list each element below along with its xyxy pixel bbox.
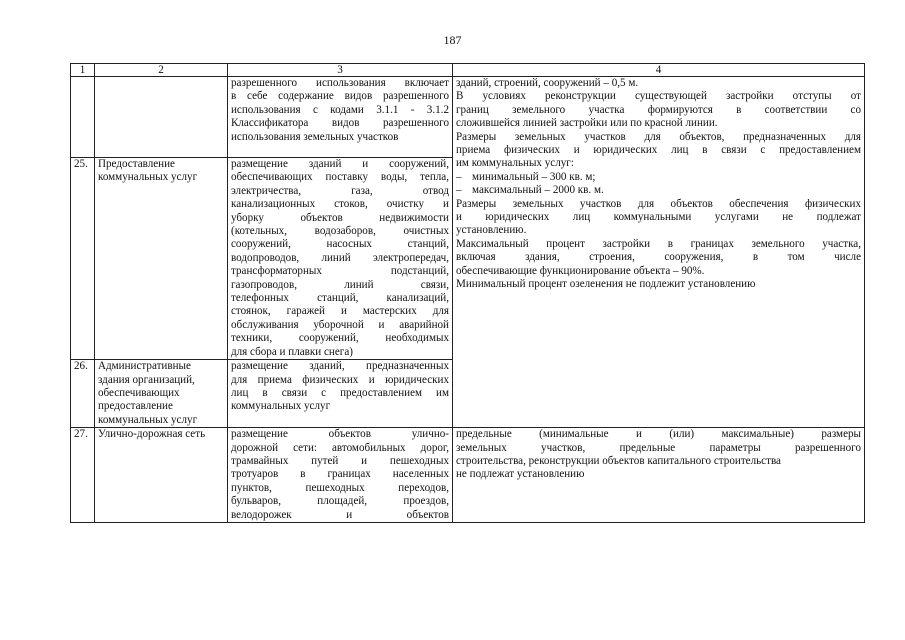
description-line: канализационных стоков, очистку и (231, 198, 449, 211)
row-description-cell (228, 360, 453, 428)
description-line: обеспечивающих поставку воды, тепла, (231, 171, 449, 184)
row-name-line: Предоставление (98, 158, 175, 170)
description-line: телефонных станций, канализаций, (231, 292, 449, 305)
description-line: (котельных, водозаборов, очистных (231, 225, 449, 238)
description-line: лиц в связи с предоставлением им (231, 386, 449, 399)
column-number-1: 1 (71, 64, 95, 77)
parameters-cell (453, 77, 865, 428)
description-line: стоянок, гаражей и мастерских для (231, 305, 449, 318)
table-row-27 (71, 428, 865, 523)
column-number-3: 3 (228, 64, 453, 77)
row-name-line: Административные (98, 360, 191, 373)
row-name-cell (95, 360, 228, 428)
row-name-line: здания организаций, (98, 373, 195, 386)
parameters-line: обеспечивающие функционирование объекта – 90%. (456, 264, 705, 277)
row-number-cell: 27. (71, 428, 95, 523)
row-name-line: обеспечивающих (98, 386, 180, 399)
description-line: использования земельных участков (231, 130, 399, 143)
description-line: тротуаров в границах населенных (231, 468, 449, 481)
row-name-cell (95, 77, 228, 158)
description-line: Классификатора видов разрешенного (231, 117, 449, 130)
description-line: техники, сооружений, необходимых (231, 332, 449, 345)
description-line: размещение объектов улично- (231, 428, 449, 441)
description-line: дорожной сети: автомобильных дорог, (231, 441, 449, 454)
description-line: газопроводов, линий связи, (231, 278, 449, 291)
parameters-line: сложившейся линией застройки или по красной линии. (456, 117, 718, 130)
description-line: велодорожек и объектов (231, 508, 449, 521)
row-name-line: коммунальных услуг (98, 413, 198, 426)
description-line: размещение зданий, предназначенных (231, 360, 449, 373)
parameters-line: зданий, строений, сооружений – 0,5 м. (456, 77, 639, 89)
row-name-line: Улично-дорожная сеть (98, 428, 206, 441)
description-line: разрешенного использования включает (231, 77, 449, 89)
description-line: для приема физических и юридических (231, 373, 449, 386)
row-description-cell (228, 428, 453, 523)
parameters-line: Минимальный процент озеленения не подлежит установлению (456, 278, 756, 291)
column-number-2: 2 (95, 64, 228, 77)
parameters-line: границ земельного участка формируются в соответствии со (456, 103, 861, 116)
parameters-cell (453, 428, 865, 523)
parameters-line: им коммунальных услуг: (456, 157, 574, 170)
row-number-cell (71, 77, 95, 158)
row-number-cell: 25. (71, 158, 95, 360)
page-number: 187 (443, 33, 462, 47)
parameters-line: приема физических и юридических лиц в связи с предоставлением (456, 144, 861, 157)
row-name-line: коммунальных услуг (98, 171, 198, 184)
parameters-line: не подлежат установлению (456, 468, 585, 481)
column-number-row (71, 64, 865, 77)
parameters-line: В условиях реконструкции существующей застройки отступы от (456, 90, 861, 103)
row-name-cell (95, 428, 228, 523)
description-line: обслуживания уборочной и аварийной (231, 318, 449, 331)
description-line: в себе содержание видов разрешенного (231, 90, 449, 103)
description-line: бульваров, площадей, проездов, (231, 495, 449, 508)
parameters-line: Максимальный процент застройки в границах земельного участка, (456, 237, 861, 250)
description-line: сооружений, насосных станций, (231, 238, 449, 251)
column-number-4: 4 (453, 64, 865, 77)
table-row-continuation (71, 77, 865, 158)
row-name-cell (95, 158, 228, 360)
row-description-cell (228, 158, 453, 360)
row-number-cell: 26. (71, 360, 95, 428)
parameters-line: включая здания, строения, сооружения, в том числе (456, 251, 861, 264)
description-line: пунктов, пешеходных переходов, (231, 481, 449, 494)
parameters-line: и юридических лиц коммунальными услугами не подлежат (456, 211, 861, 224)
parameters-line: земельных участков, предельные параметры разрешенного (456, 441, 861, 454)
description-line: для сбора и плавки снега) (231, 345, 353, 358)
row-description-cell (228, 77, 453, 158)
parameters-line: предельные (минимальные и (или) максимальные) размеры (456, 428, 861, 441)
description-line: водопроводов, линий электропередач, (231, 251, 449, 264)
parameters-list-item: – минимальный – 300 кв. м; (456, 171, 861, 184)
description-line: трансформаторных подстанций, (231, 265, 449, 278)
parameters-line: Размеры земельных участков для объектов обеспечения физических (456, 197, 861, 210)
description-line: размещение зданий и сооружений, (231, 158, 449, 170)
description-line: трамвайных путей и пешеходных (231, 454, 449, 467)
description-line: коммунальных услуг (231, 400, 331, 413)
parameters-list-item: – максимальный – 2000 кв. м. (456, 184, 861, 197)
row-name-line: предоставление (98, 400, 173, 413)
regulations-table (70, 63, 865, 523)
description-line: использования с кодами 3.1.1 - 3.1.2 (231, 103, 449, 116)
description-line: уборку объектов недвижимости (231, 211, 449, 224)
parameters-line: Размеры земельных участков для объектов, предназначенных для (456, 130, 861, 143)
description-line: электричества, газа, отвод (231, 184, 449, 197)
parameters-line: установлению. (456, 224, 527, 237)
parameters-line: строительства, реконструкции объектов капитального строительства (456, 454, 781, 467)
